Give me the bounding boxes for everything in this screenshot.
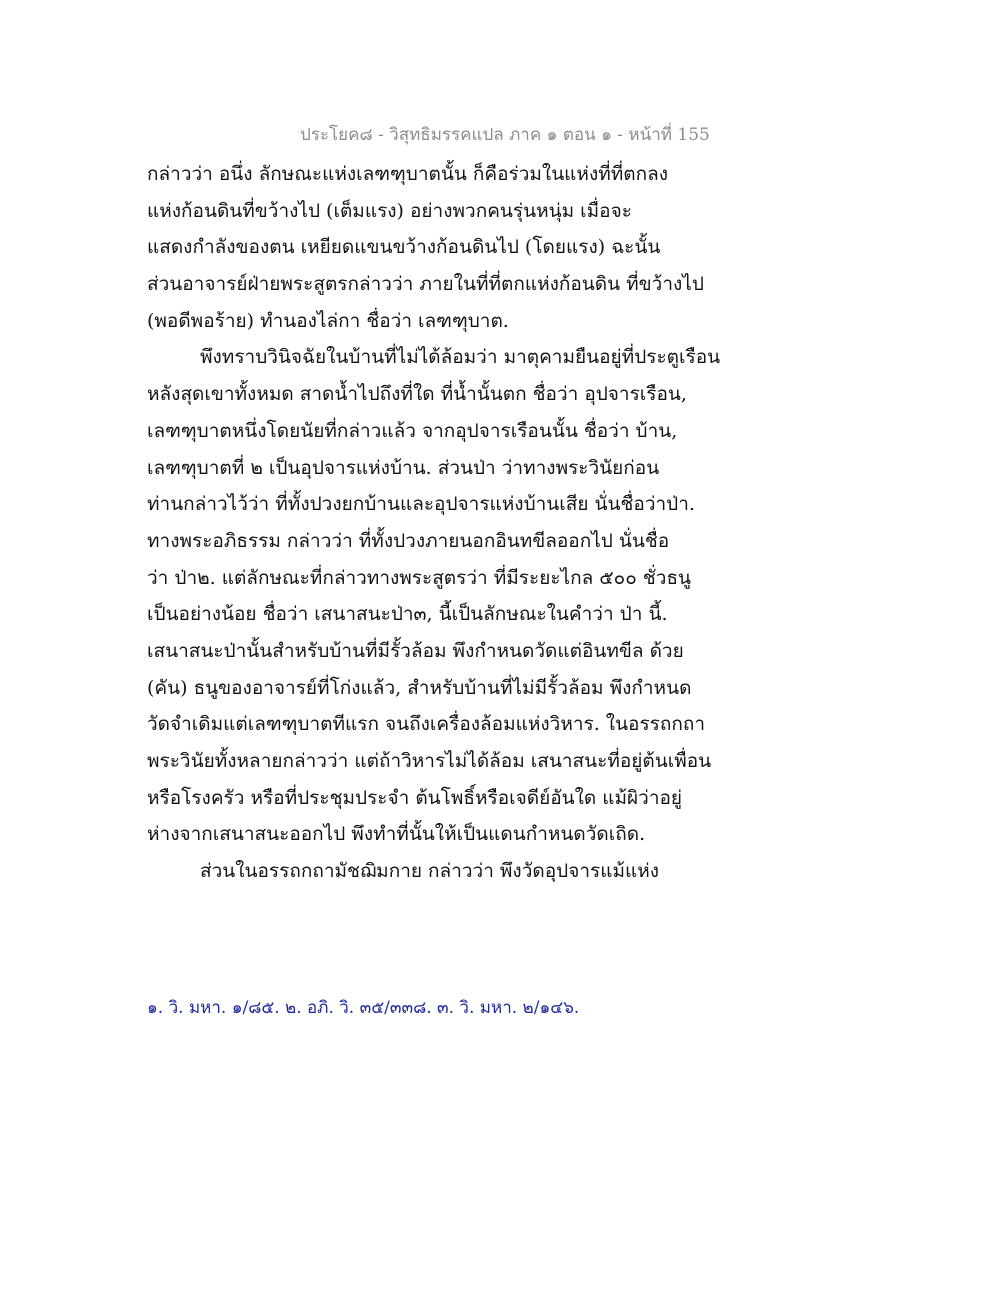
- body-line: (พอดีพอร้าย) ทำนองไล่กา ชื่อว่า เลฑฑุบาต.: [147, 309, 509, 332]
- body-line: เลฑฑุบาตที่ ๒ เป็นอุปจารแห่งบ้าน. ส่วนป่า ว่าทางพระวินัยก่อน: [147, 456, 660, 479]
- body-line: ว่า ป่า๒. แต่ลักษณะที่กล่าวทางพระสูตรว่า ที่มีระยะไกล ๕๐๐ ชั่วธนู: [147, 566, 692, 589]
- body-line: เลฑฑุบาตหนึ่งโดยนัยที่กล่าวแล้ว จากอุปจารเรือนนั้น ชื่อว่า บ้าน,: [147, 419, 678, 442]
- body-line: เสนาสนะป่านั้นสำหรับบ้านที่มีรั้วล้อม พึงกำหนดวัดแต่อินทขีล ด้วย: [147, 639, 684, 662]
- body-line: กล่าวว่า อนึ่ง ลักษณะแห่งเลฑฑุบาตนั้น ก็คือร่วมในแห่งที่ที่ตกลง: [147, 163, 669, 185]
- body-line: (คัน) ธนูของอาจารย์ที่โก่งแล้ว, สำหรับบ้านที่ไม่มีรั้วล้อม พึงกำหนด: [147, 676, 692, 699]
- paragraph-start-line: พึงทราบวินิจฉัยในบ้านที่ไม่ได้ล้อมว่า มาตุคามยืนอยู่ที่ประตูเรือน: [200, 346, 721, 369]
- body-text: [147, 156, 747, 890]
- body-line: ท่านกล่าวไว้ว่า ที่ทั้งปวงยกบ้านและอุปจารแห่งบ้านเสีย นั่นชื่อว่าป่า.: [147, 493, 695, 516]
- body-line: พระวินัยทั้งหลายกล่าวว่า แต่ถ้าวิหารไม่ได้ล้อม เสนาสนะที่อยู่ต้นเพื่อน: [147, 750, 712, 772]
- body-line: หลังสุดเขาทั้งหมด สาดน้ำไปถึงที่ใด ที่น้ำนั้นตก ชื่อว่า อุปจารเรือน,: [147, 383, 687, 406]
- body-line: ห่างจากเสนาสนะออกไป พึงทำที่นั้นให้เป็นแดนกำหนดวัดเถิด.: [147, 823, 646, 846]
- body-line: แสดงกำลังของตน เหยียดแขนขว้างก้อนดินไป (โดยแรง) ฉะนั้น: [147, 236, 661, 259]
- body-line: เป็นอย่างน้อย ชื่อว่า เสนาสนะป่า๓, นี้เป็นลักษณะในคำว่า ป่า นี้.: [147, 603, 668, 626]
- body-line: หรือโรงครัว หรือที่ประชุมประจำ ต้นโพธิ์หรือเจดีย์อันใด แม้ผิว่าอยู่: [147, 786, 683, 809]
- running-header: ประโยค๘ - วิสุทธิมรรคแปล ภาค ๑ ตอน ๑ - หน้าที่ 155: [300, 125, 710, 145]
- body-line: ทางพระอภิธรรม กล่าวว่า ที่ทั้งปวงภายนอกอินทขีลออกไป นั่นชื่อ: [147, 529, 670, 552]
- body-line: วัดจำเดิมแต่เลฑฑุบาตทีแรก จนถึงเครื่องล้อมแห่งวิหาร. ในอรรถกถา: [147, 713, 706, 736]
- body-line: ส่วนอาจารย์ฝ่ายพระสูตรกล่าวว่า ภายในที่ที่ตกแห่งก้อนดิน ที่ขว้างไป: [147, 273, 704, 296]
- footnotes: ๑. วิ. มหา. ๑/๘๕. ๒. อภิ. วิ. ๓๕/๓๓๘. ๓. วิ. มหา. ๒/๑๔๖.: [147, 998, 580, 1018]
- body-line: แห่งก้อนดินที่ขว้างไป (เต็มแรง) อย่างพวกคนรุ่นหนุ่ม เมื่อจะ: [147, 199, 632, 222]
- paragraph-start-line: ส่วนในอรรถกถามัชฌิมกาย กล่าวว่า พึงวัดอุปจารแม้แห่ง: [200, 860, 660, 883]
